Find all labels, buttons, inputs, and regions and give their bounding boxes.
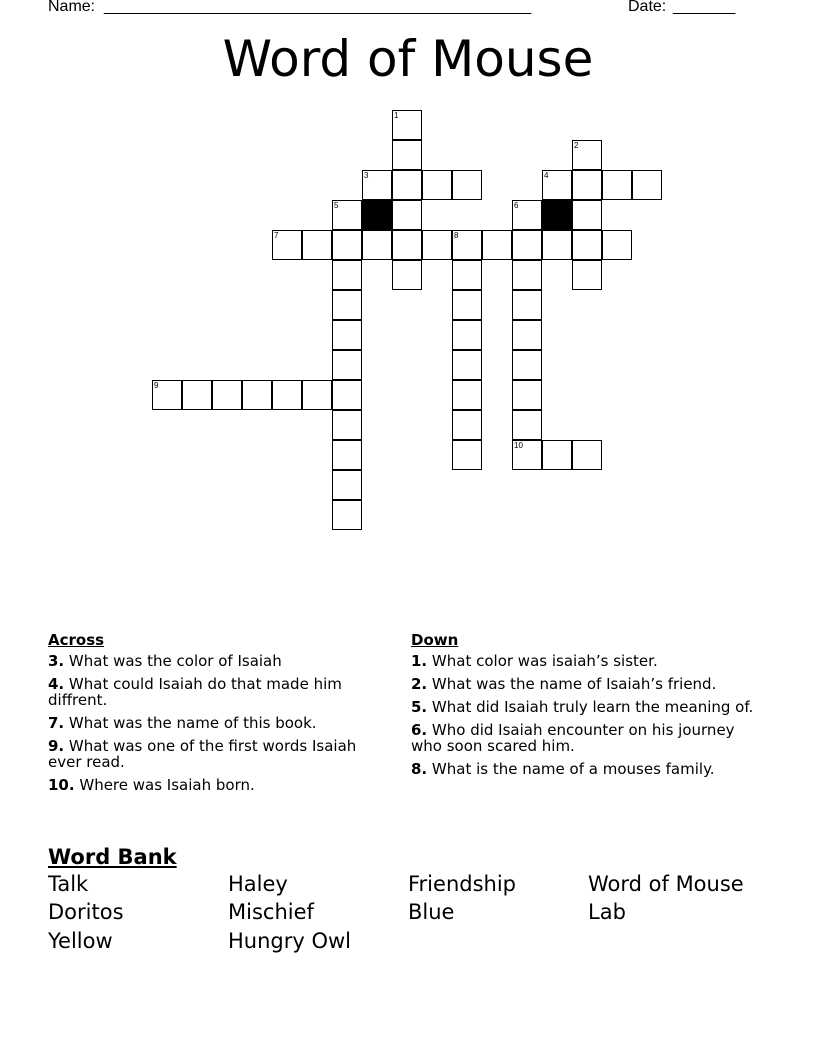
crossword-cell[interactable] xyxy=(332,320,362,350)
crossword-cell[interactable] xyxy=(242,380,272,410)
crossword-cell[interactable] xyxy=(182,380,212,410)
crossword-cell[interactable] xyxy=(572,140,602,170)
crossword-cell[interactable] xyxy=(452,440,482,470)
crossword-cell[interactable] xyxy=(272,380,302,410)
crossword-cell[interactable] xyxy=(452,410,482,440)
clue-number: 7. xyxy=(48,714,65,732)
clue-number: 1. xyxy=(411,652,428,670)
clue-number: 3. xyxy=(48,652,65,670)
crossword-cell[interactable] xyxy=(332,470,362,500)
crossword-block-cell xyxy=(362,200,392,230)
crossword-cell[interactable] xyxy=(512,200,542,230)
crossword-cell[interactable] xyxy=(332,200,362,230)
crossword-cell[interactable] xyxy=(512,350,542,380)
crossword-cell[interactable] xyxy=(392,140,422,170)
clue-text: What did Isaiah truly learn the meaning of. xyxy=(431,698,754,716)
name-label: Name: xyxy=(48,0,96,15)
crossword-cell[interactable] xyxy=(392,170,422,200)
word-bank-item: Word of Mouse xyxy=(588,872,744,896)
crossword-cell[interactable] xyxy=(212,380,242,410)
crossword-cell[interactable] xyxy=(332,350,362,380)
crossword-cell[interactable] xyxy=(452,350,482,380)
name-line: ________________________________________________ xyxy=(104,0,532,15)
clue-number: 6. xyxy=(411,721,428,739)
crossword-cell[interactable] xyxy=(422,170,452,200)
crossword-cell[interactable] xyxy=(572,230,602,260)
crossword-cell[interactable] xyxy=(332,290,362,320)
crossword-cell[interactable] xyxy=(512,440,542,470)
crossword-cell[interactable] xyxy=(452,320,482,350)
down-clues xyxy=(411,631,761,784)
clue-number: 10. xyxy=(48,776,75,794)
crossword-block-cell xyxy=(542,200,572,230)
down-clue xyxy=(411,761,761,777)
word-bank-title: Word Bank xyxy=(48,845,177,869)
crossword-cell[interactable] xyxy=(512,320,542,350)
across-clue xyxy=(48,777,378,793)
page-title: Word of Mouse xyxy=(222,30,594,88)
date-label: Date: xyxy=(628,0,667,15)
crossword-cell[interactable] xyxy=(572,440,602,470)
crossword-cell[interactable] xyxy=(512,260,542,290)
crossword-cell[interactable] xyxy=(392,110,422,140)
clue-number-label: 3 xyxy=(364,171,369,180)
clue-number-label: 5 xyxy=(334,201,339,210)
down-clue xyxy=(411,722,761,754)
crossword-cell[interactable] xyxy=(302,230,332,260)
clue-number: 9. xyxy=(48,737,65,755)
crossword-cell[interactable] xyxy=(332,410,362,440)
clue-number-label: 8 xyxy=(454,231,459,240)
clue-number-label: 1 xyxy=(394,111,399,120)
across-clue xyxy=(48,676,378,708)
crossword-cell[interactable] xyxy=(542,170,572,200)
crossword-cell[interactable] xyxy=(392,230,422,260)
across-clue xyxy=(48,715,378,731)
word-bank-item: Haley xyxy=(228,872,288,896)
word-bank-item: Hungry Owl xyxy=(228,929,352,953)
crossword-cell[interactable] xyxy=(482,230,512,260)
word-bank-item: Mischief xyxy=(228,900,314,924)
crossword-cell[interactable] xyxy=(332,500,362,530)
crossword-cell[interactable] xyxy=(152,380,182,410)
word-bank-item: Talk xyxy=(48,872,89,896)
crossword-cell[interactable] xyxy=(512,230,542,260)
crossword-cell[interactable] xyxy=(332,230,362,260)
crossword-cell[interactable] xyxy=(392,200,422,230)
word-bank-item: Lab xyxy=(588,900,626,924)
clue-number: 2. xyxy=(411,675,428,693)
crossword-cell[interactable] xyxy=(452,380,482,410)
crossword-cell[interactable] xyxy=(452,260,482,290)
down-heading: Down xyxy=(411,631,459,649)
clue-number-label: 6 xyxy=(514,201,519,210)
clue-text: What color was isaiah’s sister. xyxy=(431,652,658,670)
crossword-cell[interactable] xyxy=(422,230,452,260)
clue-text: What is the name of a mouses family. xyxy=(431,760,715,778)
across-heading: Across xyxy=(48,631,105,649)
crossword-cell[interactable] xyxy=(362,230,392,260)
word-bank-item: Blue xyxy=(408,900,455,924)
down-clue xyxy=(411,653,761,669)
down-clue xyxy=(411,699,761,715)
word-bank-item: Friendship xyxy=(408,872,516,896)
crossword-cell[interactable] xyxy=(542,440,572,470)
down-clue xyxy=(411,676,761,692)
clue-text: What was the name of Isaiah’s friend. xyxy=(431,675,717,693)
crossword-cell[interactable] xyxy=(542,230,572,260)
crossword-cell[interactable] xyxy=(452,170,482,200)
clue-number-label: 4 xyxy=(544,171,549,180)
crossword-cell[interactable] xyxy=(392,260,422,290)
crossword-cell[interactable] xyxy=(332,380,362,410)
crossword-cell[interactable] xyxy=(602,170,632,200)
clue-text: Who did Isaiah encounter on his journey who soon scared him. xyxy=(411,721,735,755)
clue-number-label: 10 xyxy=(514,441,523,450)
clue-text: What was the color of Isaiah xyxy=(68,652,282,670)
crossword-cell[interactable] xyxy=(362,170,392,200)
crossword-cell[interactable] xyxy=(632,170,662,200)
clue-text: Where was Isaiah born. xyxy=(79,776,255,794)
clue-text: What was the name of this book. xyxy=(68,714,317,732)
word-bank-item: Doritos xyxy=(48,900,124,924)
across-clue xyxy=(48,738,378,770)
word-bank-item: Yellow xyxy=(48,929,113,953)
crossword-cell[interactable] xyxy=(332,440,362,470)
clue-number: 5. xyxy=(411,698,428,716)
crossword-cell[interactable] xyxy=(332,260,362,290)
clue-number-label: 2 xyxy=(574,141,579,150)
across-clues xyxy=(48,631,378,800)
crossword-cell[interactable] xyxy=(602,230,632,260)
clue-text: What could Isaiah do that made him diffrent. xyxy=(48,675,342,709)
crossword-cell[interactable] xyxy=(512,380,542,410)
clue-text: What was one of the first words Isaiah ever read. xyxy=(48,737,357,771)
crossword-cell[interactable] xyxy=(302,380,332,410)
clue-number-label: 9 xyxy=(154,381,159,390)
across-clue xyxy=(48,653,378,669)
clue-number: 8. xyxy=(411,760,428,778)
crossword-cell[interactable] xyxy=(512,290,542,320)
clue-number-label: 7 xyxy=(274,231,279,240)
date-line: _______ xyxy=(673,0,736,15)
crossword-cell[interactable] xyxy=(572,200,602,230)
crossword-cell[interactable] xyxy=(452,230,482,260)
crossword-cell[interactable] xyxy=(572,170,602,200)
clue-number: 4. xyxy=(48,675,65,693)
crossword-cell[interactable] xyxy=(572,260,602,290)
crossword-cell[interactable] xyxy=(452,290,482,320)
crossword-cell[interactable] xyxy=(272,230,302,260)
crossword-cell[interactable] xyxy=(512,410,542,440)
